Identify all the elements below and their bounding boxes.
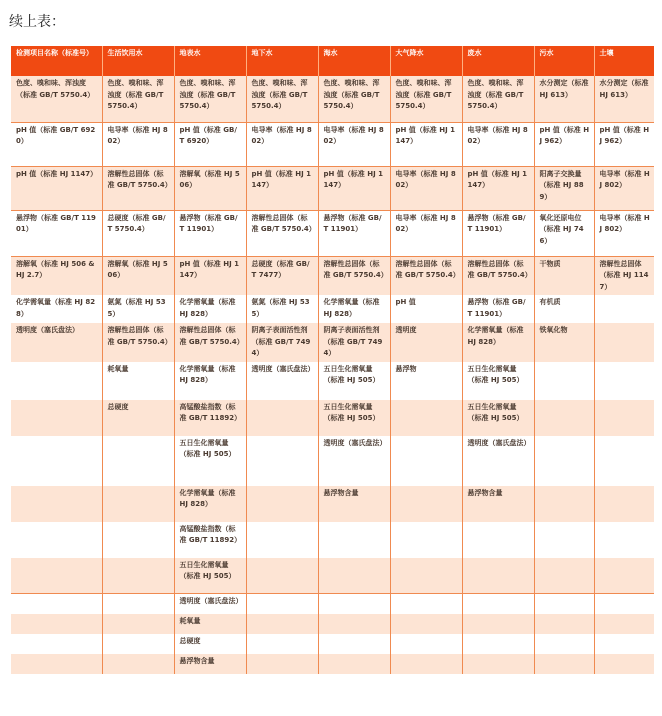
table-cell: 透明度（塞氏盘法） [246,362,318,400]
table-row [11,634,654,654]
table-cell: 电导率（标准 HJ 802） [102,122,174,166]
table-cell: 化学需氧量（标准 HJ 828） [318,295,390,323]
table-cell: 溶解性总固体（标准 HJ 1147） [594,256,654,295]
table-cell [594,634,654,654]
table-cell: 电导率（标准 HJ 802） [594,166,654,210]
table-cell [102,634,174,654]
table-cell: 溶解性总固体（标准 GB/T 5750.4） [390,256,462,295]
table-cell [534,400,594,436]
table-cell: 总硬度 [102,400,174,436]
table-cell [462,594,534,614]
table-row [11,522,654,558]
table-cell [390,594,462,614]
table-cell: 色度、嗅和味、浑浊度（标准 GB/T 5750.4） [102,76,174,122]
table-cell [462,634,534,654]
table-cell: 溶解氧（标准 HJ 506） [102,256,174,295]
table-cell: pH 值（标准 HJ 1147） [462,166,534,210]
table-row [11,210,654,256]
table-cell: 铁氧化物 [534,323,594,362]
table-cell [246,486,318,522]
table-cell: 悬浮物（标准 GB/T 11901） [318,210,390,256]
table-cell: 电导率（标准 HJ 802） [462,122,534,166]
table-cell: 总硬度（标准 GB/T 7477） [246,256,318,295]
table-cell [102,436,174,486]
table-cell [102,486,174,522]
column-header: 污水 [534,46,594,76]
table-row [11,614,654,634]
table-cell: pH 值（标准 HJ 1147） [174,256,246,295]
table-cell [246,594,318,614]
table-cell: 悬浮物（标准 GB/T 11901） [11,210,102,256]
table-cell: 五日生化需氧量（标准 HJ 505） [318,400,390,436]
table-row [11,486,654,522]
table-cell: 总硬度 [174,634,246,654]
table-caption: 续上表： [9,14,65,30]
table-cell [246,558,318,594]
column-header: 海水 [318,46,390,76]
table-cell [594,614,654,634]
table-cell: 五日生化需氧量（标准 HJ 505） [174,436,246,486]
table-cell [318,614,390,634]
table-row [11,436,654,486]
table-row [11,166,654,210]
table-cell: 干物质 [534,256,594,295]
table-cell: 电导率（标准 HJ 802） [246,122,318,166]
table-cell [462,522,534,558]
table-cell: 溶解性总固体（标准 GB/T 5750.4） [462,256,534,295]
table-cell [462,654,534,674]
table-cell [594,486,654,522]
table-cell [318,634,390,654]
column-header: 土壤 [594,46,654,76]
table-cell: 溶解氧（标准 HJ 506 & HJ 2.7） [11,256,102,295]
table-cell [318,594,390,614]
table-header [11,46,654,76]
table-cell: 电导率（标准 HJ 802） [318,122,390,166]
table-cell [534,634,594,654]
table-cell [102,654,174,674]
table-row [11,594,654,614]
table-cell [318,558,390,594]
table-cell: 五日生化需氧量（标准 HJ 505） [174,558,246,594]
table-cell: 色度、嗅和味、浑浊度（标准 GB/T 5750.4） [318,76,390,122]
table-cell [594,654,654,674]
table-cell: 悬浮物（标准 GB/T 11901） [462,210,534,256]
table-cell: 氨氮（标准 HJ 535） [102,295,174,323]
table-cell: 耗氧量 [174,614,246,634]
table-cell [534,594,594,614]
table-cell: 色度、嗅和味、浑浊度（标准 GB/T 5750.4） [246,76,318,122]
table-cell: 高锰酸盐指数（标准 GB/T 11892） [174,400,246,436]
table-cell: 化学需氧量（标准 HJ 828） [11,295,102,323]
table-cell [11,400,102,436]
table-cell: 电导率（标准 HJ 802） [390,210,462,256]
table-cell [11,614,102,634]
table-cell [534,436,594,486]
table-cell: 悬浮物含量 [174,654,246,674]
table-cell: 溶解氧（标准 HJ 506） [174,166,246,210]
table-cell [11,362,102,400]
table-cell [11,654,102,674]
table-cell [11,522,102,558]
table-cell: 色度、嗅和味、浑浊度（标准 GB/T 5750.4） [462,76,534,122]
table-cell [246,634,318,654]
table-row [11,295,654,323]
column-header: 地下水 [246,46,318,76]
column-header: 废水 [462,46,534,76]
table-cell: 水分测定（标准 HJ 613） [534,76,594,122]
table-cell: 化学需氧量（标准 HJ 828） [174,362,246,400]
table-cell: pH 值（标准 HJ 1147） [390,122,462,166]
table-cell: 五日生化需氧量（标准 HJ 505） [462,362,534,400]
table-cell: 悬浮物含量 [462,486,534,522]
table-cell [594,295,654,323]
table-cell: 溶解性总固体（标准 GB/T 5750.4） [102,323,174,362]
table-cell: pH 值（标准 HJ 962） [594,122,654,166]
table-cell: pH 值（标准 HJ 1147） [318,166,390,210]
table-cell [11,436,102,486]
table-cell [11,558,102,594]
table-cell [594,522,654,558]
table-cell: pH 值（标准 GB/T 6920） [174,122,246,166]
table-cell: pH 值（标准 HJ 1147） [11,166,102,210]
table-cell: 电导率（标准 HJ 802） [594,210,654,256]
table-cell: 有机质 [534,295,594,323]
table-cell [390,436,462,486]
table-row [11,122,654,166]
table-cell: 透明度 [390,323,462,362]
table-cell: 透明度（塞氏盘法） [462,436,534,486]
table-cell [11,634,102,654]
table-cell [102,558,174,594]
table-cell: 化学需氧量（标准 HJ 828） [462,323,534,362]
table-cell [390,486,462,522]
table-cell: 溶解性总固体（标准 GB/T 5750.4） [102,166,174,210]
table-cell [246,614,318,634]
table-cell: 阳离子交换量（标准 HJ 889） [534,166,594,210]
table-cell [594,323,654,362]
table-row [11,400,654,436]
table-cell [594,362,654,400]
table-cell [390,654,462,674]
table-cell: 五日生化需氧量（标准 HJ 505） [318,362,390,400]
table-cell: 氨氮（标准 HJ 535） [246,295,318,323]
table-cell [534,486,594,522]
table-row [11,558,654,594]
table-cell [318,522,390,558]
column-header: 生活饮用水 [102,46,174,76]
table-cell [246,654,318,674]
table-cell: 溶解性总固体（标准 GB/T 5750.4） [174,323,246,362]
table-cell [246,400,318,436]
table-cell: 透明度（塞氏盘法） [174,594,246,614]
table-cell: 色度、嗅和味、浑浊度（标准 GB/T 5750.4） [174,76,246,122]
table-cell [11,486,102,522]
table-cell: 透明度（塞氏盘法） [11,323,102,362]
table-cell [390,522,462,558]
table-cell [534,558,594,594]
table-row [11,654,654,674]
table-cell: 溶解性总固体（标准 GB/T 5750.4） [318,256,390,295]
table-cell: 氧化还原电位（标准 HJ 746） [534,210,594,256]
table-cell: 总硬度（标准 GB/T 5750.4） [102,210,174,256]
table-cell [246,436,318,486]
table-cell: pH 值 [390,295,462,323]
column-header: 检测项目名称（标准号） [11,46,102,76]
table-cell: pH 值（标准 HJ 962） [534,122,594,166]
table-cell: 悬浮物 [390,362,462,400]
table-cell: 阴离子表面活性剂（标准 GB/T 7494） [318,323,390,362]
table-cell [390,634,462,654]
table-cell [534,362,594,400]
table-cell [390,558,462,594]
table-cell [102,594,174,614]
table-row [11,362,654,400]
table-body [11,76,654,674]
table-cell [462,614,534,634]
table-cell [534,654,594,674]
header-row [11,46,654,76]
table-cell: 高锰酸盐指数（标准 GB/T 11892） [174,522,246,558]
table-cell [594,436,654,486]
table-cell: 色度、嗅和味、浑浊度（标准 GB/T 5750.4） [11,76,102,122]
table-cell: 五日生化需氧量（标准 HJ 505） [462,400,534,436]
table-cell: 溶解性总固体（标准 GB/T 5750.4） [246,210,318,256]
table-cell [534,614,594,634]
table-cell [462,558,534,594]
table-row [11,256,654,295]
table-cell [318,654,390,674]
table-row [11,323,654,362]
table-cell [390,400,462,436]
standards-table [11,46,654,674]
table-cell: 水分测定（标准 HJ 613） [594,76,654,122]
table-cell: 阴离子表面活性剂（标准 GB/T 7494） [246,323,318,362]
table-cell: pH 值（标准 GB/T 6920） [11,122,102,166]
table-cell [102,522,174,558]
table-cell: pH 值（标准 HJ 1147） [246,166,318,210]
table-cell: 悬浮物含量 [318,486,390,522]
table-cell [102,614,174,634]
table-cell [11,594,102,614]
table-cell: 化学需氧量（标准 HJ 828） [174,295,246,323]
column-header: 地表水 [174,46,246,76]
table-cell [246,522,318,558]
table-cell: 悬浮物（标准 GB/T 11901） [174,210,246,256]
table-cell [594,594,654,614]
table-cell: 悬浮物（标准 GB/T 11901） [462,295,534,323]
table-cell [390,614,462,634]
table-cell: 化学需氧量（标准 HJ 828） [174,486,246,522]
table-row [11,76,654,122]
table-cell: 电导率（标准 HJ 802） [390,166,462,210]
column-header: 大气降水 [390,46,462,76]
table-cell: 透明度（塞氏盘法） [318,436,390,486]
table-cell: 色度、嗅和味、浑浊度（标准 GB/T 5750.4） [390,76,462,122]
table-cell [534,522,594,558]
table-cell [594,558,654,594]
table-cell: 耗氧量 [102,362,174,400]
table-cell [594,400,654,436]
